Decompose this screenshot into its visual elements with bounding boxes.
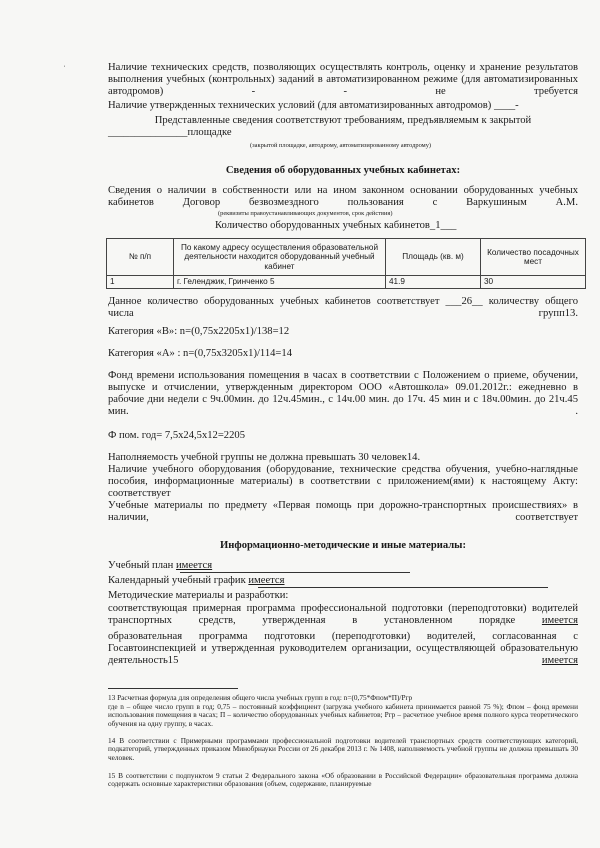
program-1-label: соответствующая примерная программа профессиональной подготовки (переподготовки) водителей транспортных средств, утвержденная в установленном порядке (108, 603, 578, 626)
footnote-14-text: 14 В соответствии с Примерными программами профессиональной подготовки водителей транспортных средств соответствующих категорий, подкатегорий, утвержденных приказом Минобрнауки России от 26 декабря 2013 г. № 1408, наполняемость учебной группы не должна превышать 30 человек. (108, 736, 578, 762)
calendar-line (108, 575, 578, 587)
program-2-text (108, 631, 578, 679)
table-header: № п/п (107, 239, 174, 276)
table-cell: 41.9 (386, 276, 481, 289)
table-cell: 1 (107, 276, 174, 289)
program-1-value: имеется (541, 615, 579, 626)
methodic-materials-text: Методические материалы и разработки: (108, 590, 289, 601)
calendar-rule (258, 587, 548, 588)
table-header-row (107, 239, 586, 276)
ownership-text: Сведения о наличии в собственности или на ином законном основании оборудованных учебных кабинетов Договор безвозмездного пользования с Варкушиным А.М. (108, 185, 578, 208)
category-b-formula: Категория «В»: n=(0,75x2205x1)/138=12 (108, 326, 290, 337)
tech-means-text: Наличие технических средств, позволяющих осуществлять контроль, оценку и хранение результатов выполнения учебных (контрольных) заданий в автоматизированном режиме (для автоматизированных автодромов) - - не требуется (108, 62, 578, 97)
footnote-15-text: 15 В соответствии с подпунктом 9 статьи 2 Федерального закона «Об образовании в Российской Федерации» образовательная программа должна содержать основные характеристики образования (объем, содержание, планируемые (108, 771, 578, 789)
rooms-heading: Сведения об оборудованных учебных кабинетах: (225, 165, 461, 176)
equipment-text: Наличие учебного оборудования (оборудование, технические средства обучения, учебно-наглядные пособия, информационные материалы) в соответствии с приложением(ями) к настоящему Акту: соответствует (108, 464, 578, 499)
program-2-label: образовательная программа подготовки (переподготовки) водителей, согласованная с Госавтоинспекцией и утвержденная руководителем организации, осуществляющей образовательную деятельность15 (108, 631, 578, 666)
rooms-compliance: Данное количество оборудованных учебных кабинетов соответствует ___26__ количеству общего числа групп13. (108, 296, 578, 319)
calendar-value: имеется (248, 575, 285, 586)
first-aid-text: Учебные материалы по предмету «Первая помощь при дорожно-транспортных происшествиях» в наличии, соответствует (108, 500, 578, 523)
calendar-label: Календарный учебный график (108, 575, 246, 586)
program-2-value: имеется (541, 655, 578, 666)
time-fund-text: Фонд времени использования помещения в часах в соответствии с Положением о приеме, обучении, выпуске и отчислении, утвержденным директором ООО «Автошкола» 09.01.2012г.: ежедневно в рабочие дни недели с 9ч.00мин. до 12ч.45мин., с 14ч.00 мин. до 17ч. 45 мин и с 18ч.00мин. до 21ч.45 мин. . (108, 370, 578, 417)
info-heading: Информационно-методические и иные материалы: (220, 540, 466, 551)
table-header: Площадь (кв. м) (386, 239, 481, 276)
rooms-table (106, 238, 586, 289)
table-row (107, 276, 586, 289)
footnote-13-text: где n – общее число групп в год; 0,75 – постоянный коэффициент (загрузка учебного кабинета принимается равной 75 %); Фпом – фонд времени использования помещения в часах; П – количество оборудованных учебных кабинетов; Ргр – расчетное учебное время полного курса теоретического обучения на одну группу, в часах. (108, 702, 578, 728)
scan-mark: ˌ (63, 57, 66, 67)
study-plan-value: имеется (176, 560, 213, 571)
info-compliance-text-2: _______________площадке (108, 127, 232, 138)
footnote-separator (108, 688, 238, 689)
footnote-13-formula: 13 Расчетная формула для определения общего числа учебных групп в год: n=(0,75*Фпом*П)/Ргр (108, 693, 413, 702)
rooms-count-line: Количество оборудованных учебных кабинетов_1___ (215, 220, 457, 231)
table-cell: 30 (481, 276, 586, 289)
table-header: По какому адресу осуществления образовательной деятельности находится оборудованный учебный кабинет (174, 239, 386, 276)
category-a-formula: Категория «А» : n=(0,75x3205x1)/114=14 (108, 348, 292, 359)
study-plan-label: Учебный план (108, 560, 174, 571)
study-plan-rule (180, 572, 410, 573)
group-limit-text: Наполняемость учебной группы не должна превышать 30 человек14. (108, 452, 421, 463)
info-hint: (закрытой площадке, автодрому, автоматизированному автодрому) (250, 142, 432, 149)
table-header: Количество посадочных мест (481, 239, 586, 276)
table-cell: г. Геленджик, Гринченко 5 (174, 276, 386, 289)
info-compliance-text: Представленные сведения соответствуют требованиям, предъявляемым к закрытой (154, 115, 532, 126)
ownership-hint: (реквизиты правоустанавливающих документов, срок действия) (218, 210, 393, 217)
fund-formula: Ф пом. год= 7,5x24,5x12=2205 (108, 430, 245, 441)
study-plan-line (108, 560, 578, 572)
tech-conditions-text: Наличие утвержденных технических условий (для автоматизированных автодромов) ____- (108, 100, 519, 111)
